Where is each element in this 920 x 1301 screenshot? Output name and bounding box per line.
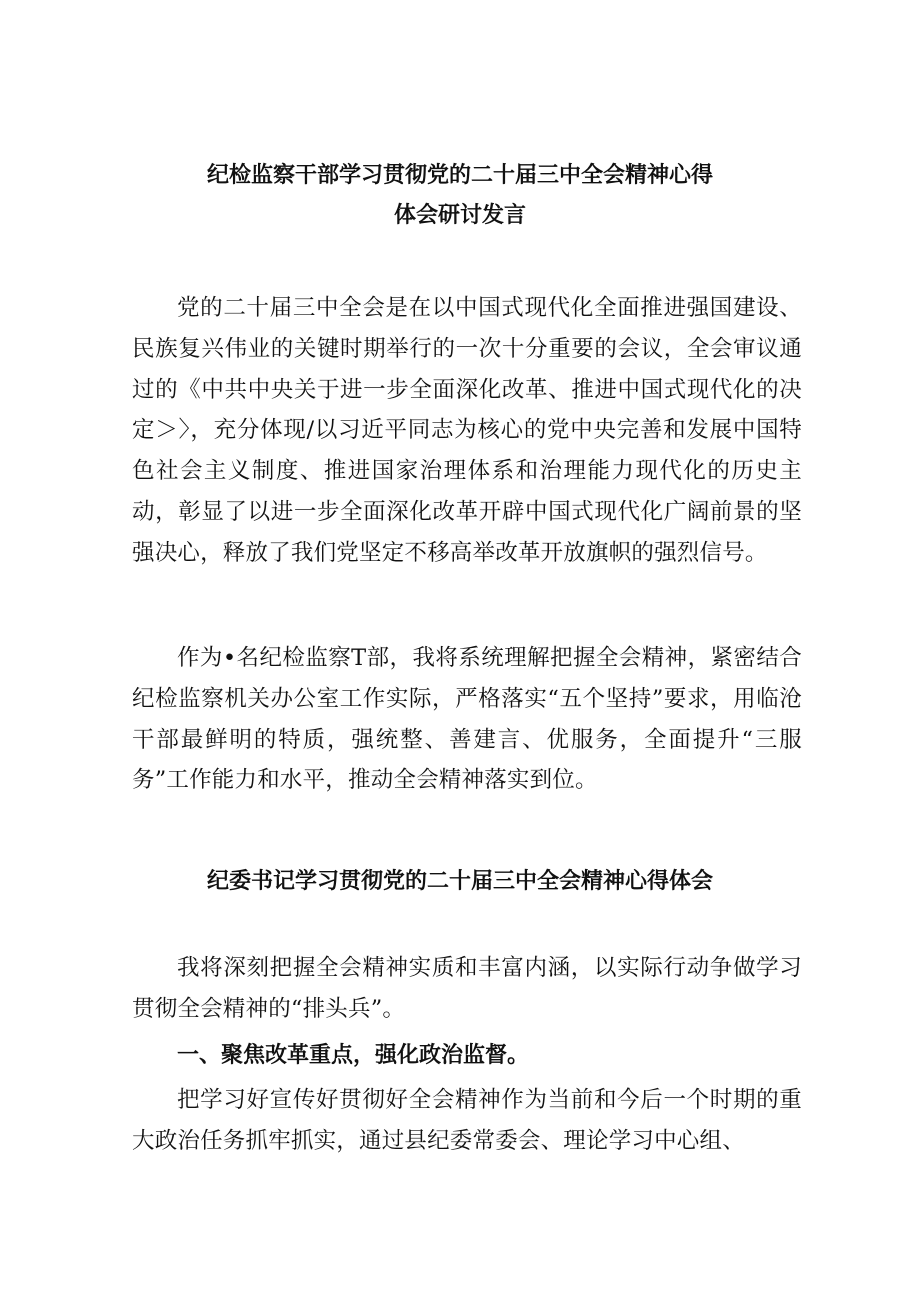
article1-title xyxy=(0,156,920,236)
article2-intro: 我将深刻把握全会精神实质和丰富内涵，以实际行动争做学习贯彻全会精神的“排头兵”。 xyxy=(132,955,802,1022)
article2-section1-text: 把学习好宣传好贯彻好全会精神作为当前和今后一个时期的重大政治任务抓牢抓实，通过县纪委常委会、理论学习中心组、 xyxy=(132,1087,802,1154)
article1-title-line2: 体会研讨发言 xyxy=(393,203,526,228)
article2-title: 纪委书记学习贯彻党的二十届三中全会精神心得体会 xyxy=(206,869,713,894)
article1-paragraph-1: 党的二十届三中全会是在以中国式现代化全面推进强国建设、民族复兴伟业的关键时期举行的一次十分重要的会议，全会审议通过的《中共中央关于进一步全面深化改革、推进中国式现代化的决定＞〉，充分体现/以习近平同志为核心的党中央完善和发展中国特色社会主义制度、推进国家治理体系和治理能力现代化的历史主动，彰显了以进一步全面深化改革开辟中国式现代化广阔前景的坚强决心，释放了我们党坚定不移高举改革开放旗帜的强烈信号。 xyxy=(132,295,802,566)
article1-paragraph-2: 作为•名纪检监察T部，我将系统理解把握全会精神，紧密结合纪检监察机关办公室工作实际，严格落实“五个坚持”要求，用临沧干部最鲜明的特质，强统整、善建言、优服务，全面提升“三服务”工作能力和水平，推动全会精神落实到位。 xyxy=(132,645,802,794)
article2-section1-heading: 一、聚焦改革重点，强化政治监督。 xyxy=(177,1043,530,1068)
article1-title-line1: 纪检监察干部学习贯彻党的二十届三中全会精神心得 xyxy=(206,163,713,188)
